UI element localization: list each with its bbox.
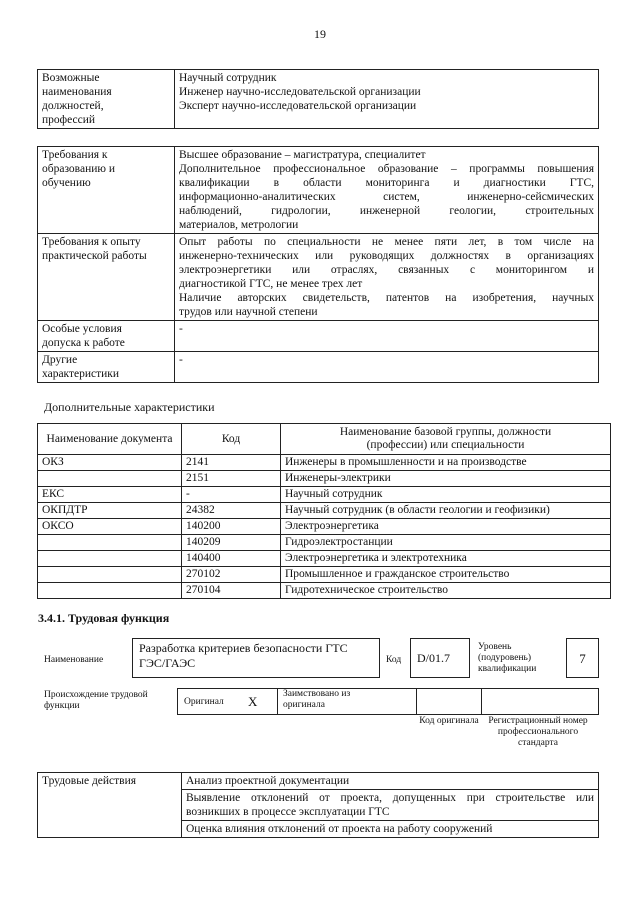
- education-label: Требования к образованию и обучению: [38, 147, 175, 234]
- additional-title: Дополнительные характеристики: [44, 400, 215, 414]
- origin-row: [177, 688, 599, 715]
- borrowed-label: Заимствовано из оригинала: [283, 689, 351, 710]
- action-item: Анализ проектной документации: [182, 773, 599, 790]
- other-value: -: [175, 352, 599, 383]
- experience-row: [38, 234, 599, 321]
- other-row: [38, 352, 599, 383]
- origin-label: Происхождение трудовой функции: [44, 690, 148, 711]
- education-value: Высшее образование – магистратура, специалитет Дополнительное профессиональное образование – программы повышения квалификации в области мониторинга и диагностики ГТС, информационно-аналитических систем, инженерно-сейсмических наблюдений, гидрологии, инженерной геологии, строительных материалов, метрологии: [175, 147, 599, 234]
- additional-table: [37, 423, 611, 599]
- actions-label: Трудовые действия: [38, 773, 182, 838]
- action-item: Выявление отклонений от проекта, допущенных при строительстве или возникших в процессе эксплуатации ГТС: [182, 790, 599, 821]
- experience-label: Требования к опыту практической работы: [38, 234, 175, 321]
- level-value-box: [566, 638, 599, 678]
- origin-divider-1: [277, 688, 278, 715]
- header-document: Наименование документа: [38, 424, 182, 455]
- requirements-table: [37, 146, 599, 383]
- page-number: 19: [314, 27, 326, 41]
- table-row: 270104 Гидротехническое строительство: [38, 583, 611, 599]
- reg-number-label: Регистрационный номер профессионального стандарта: [488, 716, 588, 748]
- function-heading: 3.4.1. Трудовая функция: [38, 611, 170, 625]
- admission-row: [38, 321, 599, 352]
- code-value: D/01.7: [417, 651, 450, 665]
- name-value-box: [132, 638, 380, 678]
- origin-divider-3: [481, 688, 482, 715]
- table-row: 140400 Электроэнергетика и электротехника: [38, 551, 611, 567]
- other-label: Другие характеристики: [38, 352, 175, 383]
- header-name: Наименование базовой группы, должности (профессии) или специальности: [281, 424, 611, 455]
- admission-label: Особые условия допуска к работе: [38, 321, 175, 352]
- name-value: Разработка критериев безопасности ГТС ГЭС/ГАЭС: [139, 641, 348, 670]
- level-label: Уровень (подуровень) квалификации: [478, 642, 537, 674]
- table-row: 270102 Промышленное и гражданское строительство: [38, 567, 611, 583]
- actions-table: [37, 772, 599, 838]
- positions-table: [37, 69, 599, 129]
- code-label: Код: [386, 655, 402, 665]
- positions-label: Возможные наименования должностей, профессий: [38, 70, 175, 129]
- original-label: Оригинал: [184, 697, 224, 707]
- original-mark: X: [248, 694, 258, 709]
- table-row: ОКПДТР 24382 Научный сотрудник (в области геологии и геофизики): [38, 503, 611, 519]
- additional-header-row: [38, 424, 611, 455]
- table-row: 2151 Инженеры-электрики: [38, 471, 611, 487]
- action-item: Оценка влияния отклонений от проекта на работу сооружений: [182, 821, 599, 838]
- code-original-label: Код оригинала: [419, 716, 479, 726]
- code-value-box: [410, 638, 470, 678]
- positions-values: Научный сотрудник Инженер научно-исследовательской организации Эксперт научно-исследовательской организации: [175, 70, 599, 129]
- experience-value: Опыт работы по специальности не менее пяти лет, в том числе на инженерно-технических или руководящих должностях в организациях электроэнергетики или отраслях, связанных с мониторингом и диагностикой ГТС, не менее трех лет Наличие авторских свидетельств, патентов на изобретения, научных трудов или научной степени: [175, 234, 599, 321]
- table-row: ОКСО 140200 Электроэнергетика: [38, 519, 611, 535]
- education-row: [38, 147, 599, 234]
- origin-divider-2: [416, 688, 417, 715]
- table-row: ЕКС - Научный сотрудник: [38, 487, 611, 503]
- admission-value: -: [175, 321, 599, 352]
- table-row: 140209 Гидроэлектростанции: [38, 535, 611, 551]
- name-label: Наименование: [44, 655, 104, 665]
- level-value: 7: [579, 651, 586, 666]
- header-code: Код: [182, 424, 281, 455]
- table-row: ОКЗ 2141 Инженеры в промышленности и на производстве: [38, 455, 611, 471]
